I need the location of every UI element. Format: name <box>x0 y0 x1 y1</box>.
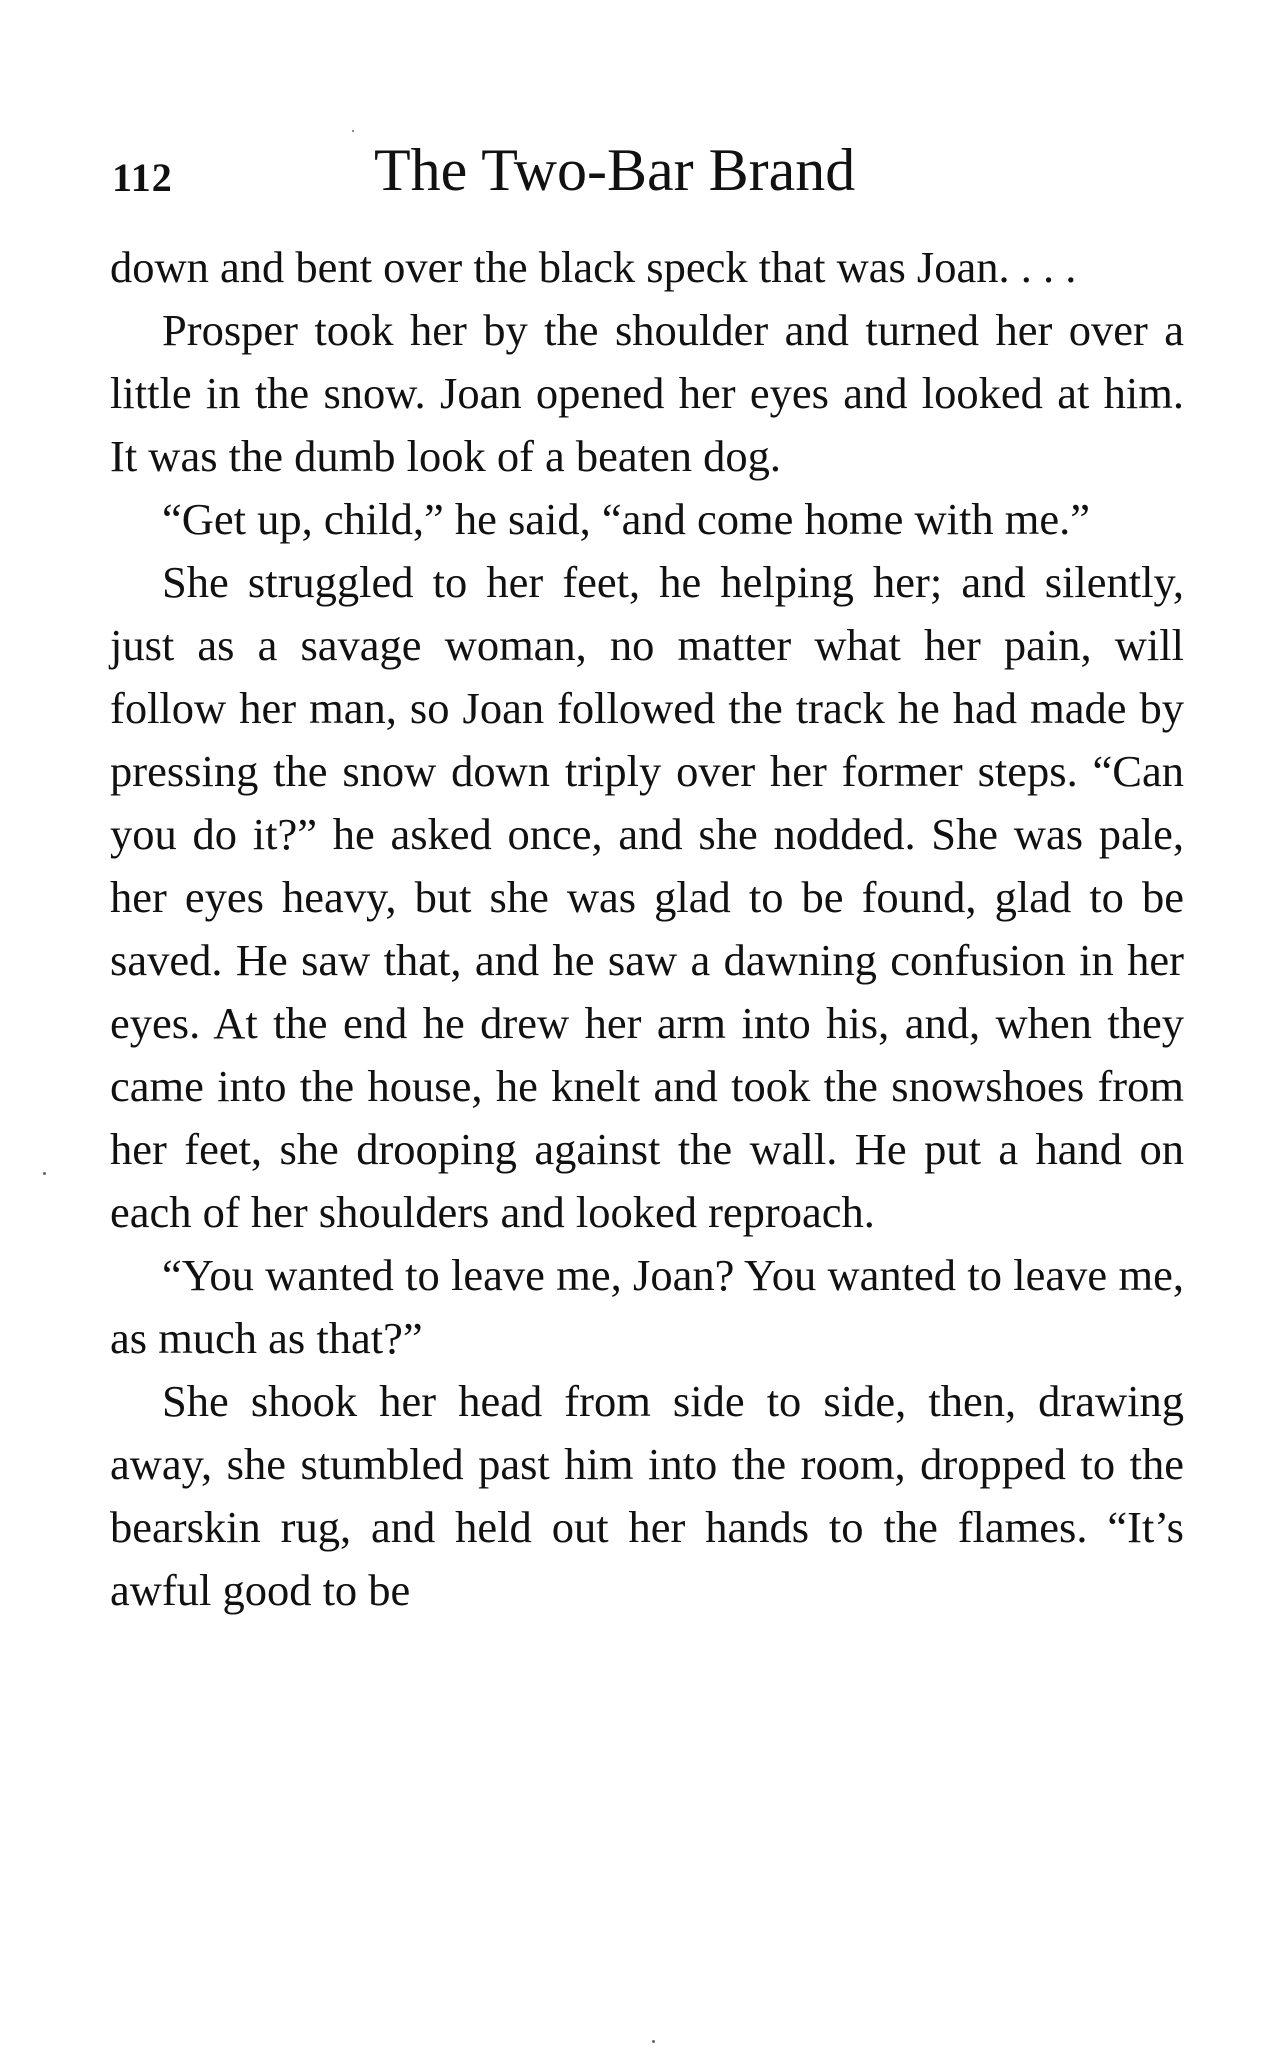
paragraph: She shook her head from side to side, then, drawing away, she stumbled past him into the room, dropped to the bearskin rug, and held out her hands to the flames. “It’s awful good to be <box>110 1376 1184 1615</box>
paragraph: “Get up, child,” he said, “and come home with me.” <box>162 494 1091 544</box>
page-header <box>112 136 1182 216</box>
scan-speck <box>652 2040 655 2043</box>
scan-speck <box>43 1172 46 1175</box>
body-text <box>110 236 1184 1622</box>
paragraph: down and bent over the black speck that was Joan. . . . <box>110 242 1077 292</box>
paragraph: She struggled to her feet, he helping her; and silently, just as a savage woman, no matter what her pain, will follow her man, so Joan followed the track he had made by pressing the snow down triply over her former steps. “Can you do it?” he asked once, and she nodded. She was pale, her eyes heavy, but she was glad to be found, glad to be saved. He saw that, and he saw a dawning confusion in her eyes. At the end he drew her arm into his, and, when they came into the house, he knelt and took the snowshoes from her feet, she drooping against the wall. He put a hand on each of her shoulders and looked reproach. <box>110 557 1184 1237</box>
running-title: The Two-Bar Brand <box>374 137 856 203</box>
paragraph: “You wanted to leave me, Joan? You wanted to leave me, as much as that?” <box>110 1250 1184 1363</box>
paragraph: Prosper took her by the shoulder and turned her over a little in the snow. Joan opened her eyes and looked at him. It was the dumb look of a beaten dog. <box>110 305 1184 481</box>
page-number: 112 <box>112 155 173 200</box>
scan-speck <box>352 130 354 132</box>
